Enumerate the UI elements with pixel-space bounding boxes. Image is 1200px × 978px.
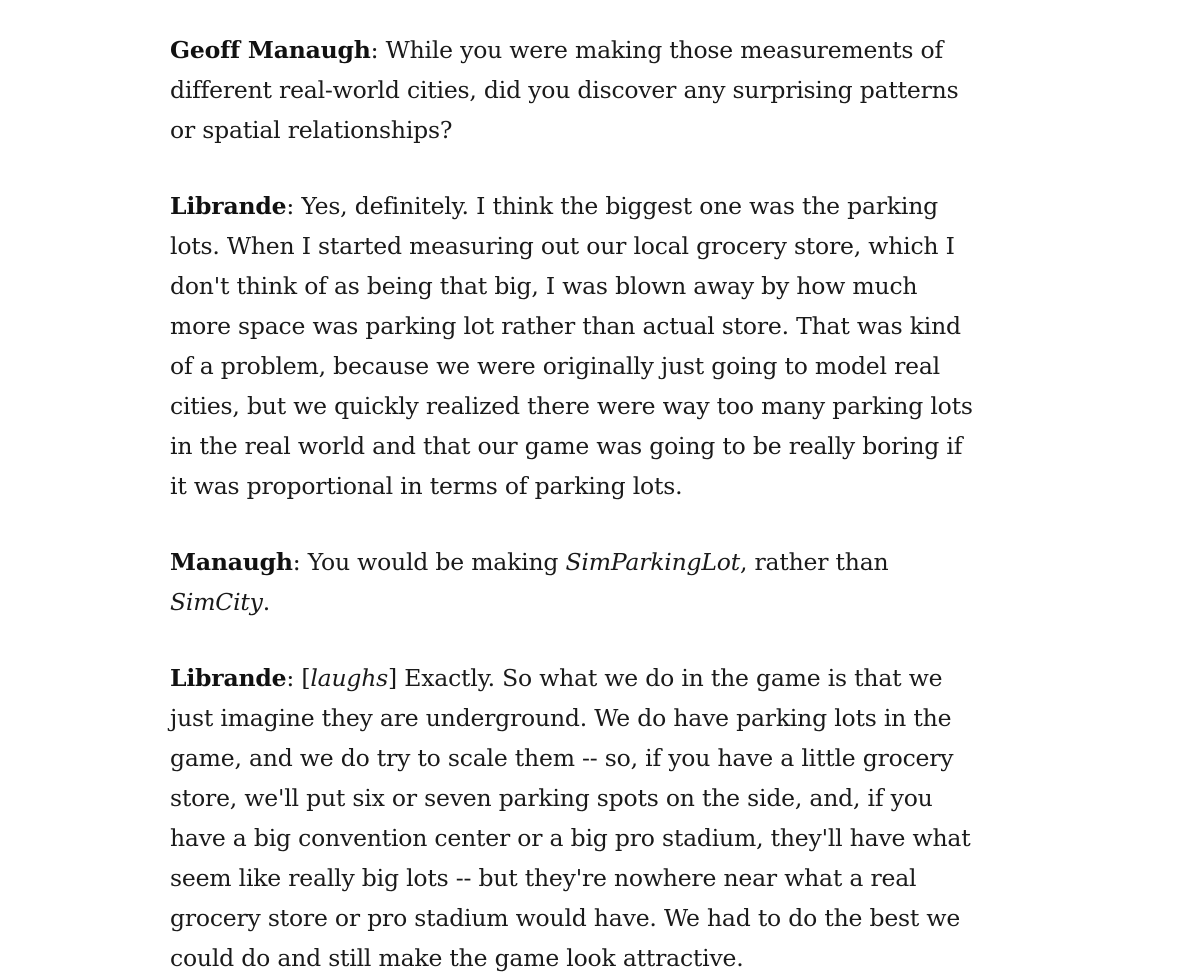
paragraph-text: . <box>262 588 270 616</box>
paragraph-text: ] Exactly. So what we do in the game is that we just imagine they are underground. We do have parking lots in the game, and we do try to scale them -- so, if you have a little grocery store, we'll put six or seven parking spots on the side, and, if you have a big convention center or a big pro stadium, they'll have what seem like really big lots -- but they're nowhere near what a real grocery store or pro stadium would have. We had to do the best we could do and still make the game look attractive. <box>170 664 971 972</box>
game-title-italic: SimParkingLot <box>565 548 740 576</box>
stage-direction-italic: laughs <box>310 664 389 692</box>
paragraph-text: : [ <box>286 664 311 692</box>
interview-paragraph-3 <box>170 542 980 622</box>
game-title-italic: SimCity <box>170 588 263 616</box>
speaker-name: Manaugh <box>170 548 293 576</box>
speaker-name: Librande <box>170 192 287 220</box>
interview-paragraph-2 <box>170 186 980 506</box>
interview-paragraph-1 <box>170 30 980 150</box>
paragraph-text: : While you were making those measurements of different real-world cities, did you discover any surprising patterns or spatial relationships? <box>170 36 959 144</box>
paragraph-text: , rather than <box>739 548 889 576</box>
paragraph-text: : Yes, definitely. I think the biggest one was the parking lots. When I started measuring out our local grocery store, which I don't think of as being that big, I was blown away by how much more space was parking lot rather than actual store. That was kind of a problem, because we were originally just going to model real cities, but we quickly realized there were way too many parking lots in the real world and that our game was going to be really boring if it was proportional in terms of parking lots. <box>170 192 973 500</box>
paragraph-text: : You would be making <box>292 548 566 576</box>
speaker-name: Geoff Manaugh <box>170 36 371 64</box>
interview-article <box>170 30 980 978</box>
interview-paragraph-4 <box>170 658 980 978</box>
speaker-name: Librande <box>170 664 287 692</box>
